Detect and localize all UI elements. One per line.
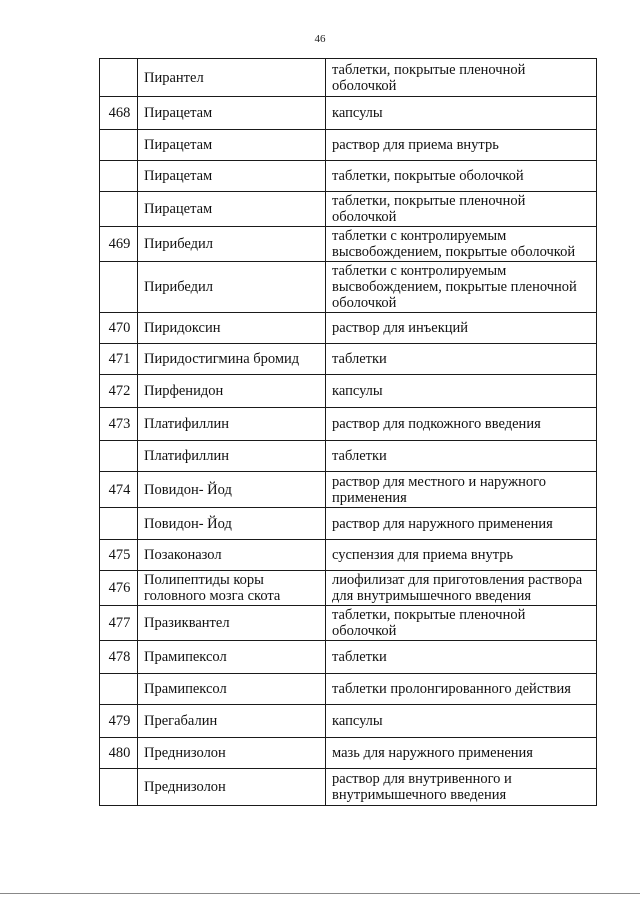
drug-name: Празиквантел — [138, 606, 326, 641]
row-number: 473 — [100, 408, 138, 441]
page-bottom-rule — [0, 893, 640, 894]
drug-name: Прамипексол — [138, 674, 326, 705]
row-number: 468 — [100, 97, 138, 130]
drug-name: Платифиллин — [138, 408, 326, 441]
dosage-form: капсулы — [326, 705, 597, 738]
table-row — [100, 540, 597, 571]
drug-name: Пирацетам — [138, 97, 326, 130]
drug-name: Полипептиды коры головного мозга скота — [138, 571, 326, 606]
row-number: 478 — [100, 641, 138, 674]
drug-name: Прамипексол — [138, 641, 326, 674]
drug-name: Прегабалин — [138, 705, 326, 738]
dosage-form: раствор для наружного применения — [326, 508, 597, 540]
drug-name: Пирацетам — [138, 161, 326, 192]
drug-name: Повидон- Йод — [138, 508, 326, 540]
dosage-form: таблетки, покрытые пленочной оболочкой — [326, 606, 597, 641]
table-row — [100, 192, 597, 227]
dosage-form: таблетки с контролируемым высвобождением, покрытые оболочкой — [326, 227, 597, 262]
dosage-form: раствор для инъекций — [326, 313, 597, 344]
table-row — [100, 508, 597, 540]
row-number: 474 — [100, 472, 138, 508]
row-number — [100, 674, 138, 705]
dosage-form: таблетки — [326, 441, 597, 472]
drug-name: Преднизолон — [138, 769, 326, 806]
page-number: 46 — [314, 33, 326, 45]
row-number: 475 — [100, 540, 138, 571]
dosage-form: таблетки с контролируемым высвобождением, покрытые пленочной оболочкой — [326, 262, 597, 313]
table-row — [100, 262, 597, 313]
table-row — [100, 97, 597, 130]
row-number: 472 — [100, 375, 138, 408]
table-row — [100, 674, 597, 705]
dosage-form: раствор для подкожного введения — [326, 408, 597, 441]
drug-table — [99, 58, 597, 806]
dosage-form: капсулы — [326, 97, 597, 130]
row-number — [100, 441, 138, 472]
dosage-form: мазь для наружного применения — [326, 738, 597, 769]
dosage-form: раствор для внутривенного и внутримышечного введения — [326, 769, 597, 806]
table-row — [100, 571, 597, 606]
drug-name: Пирибедил — [138, 262, 326, 313]
dosage-form: таблетки пролонгированного действия — [326, 674, 597, 705]
table-row — [100, 738, 597, 769]
table-row — [100, 130, 597, 161]
drug-name: Преднизолон — [138, 738, 326, 769]
drug-name: Пиридостигмина бромид — [138, 344, 326, 375]
table-row — [100, 161, 597, 192]
row-number: 470 — [100, 313, 138, 344]
dosage-form: лиофилизат для приготовления раствора для внутримышечного введения — [326, 571, 597, 606]
table-row — [100, 344, 597, 375]
row-number — [100, 130, 138, 161]
dosage-form: раствор для приема внутрь — [326, 130, 597, 161]
row-number — [100, 192, 138, 227]
table-row — [100, 227, 597, 262]
table-row — [100, 769, 597, 806]
drug-name: Пирацетам — [138, 192, 326, 227]
table-row — [100, 606, 597, 641]
drug-name: Пирацетам — [138, 130, 326, 161]
dosage-form: капсулы — [326, 375, 597, 408]
row-number: 477 — [100, 606, 138, 641]
dosage-form: таблетки, покрытые оболочкой — [326, 161, 597, 192]
table-row — [100, 641, 597, 674]
drug-table-body — [100, 59, 597, 806]
row-number: 479 — [100, 705, 138, 738]
row-number: 480 — [100, 738, 138, 769]
row-number: 471 — [100, 344, 138, 375]
row-number: 469 — [100, 227, 138, 262]
table-row — [100, 472, 597, 508]
drug-name: Повидон- Йод — [138, 472, 326, 508]
row-number — [100, 262, 138, 313]
row-number — [100, 161, 138, 192]
dosage-form: раствор для местного и наружного применения — [326, 472, 597, 508]
row-number — [100, 769, 138, 806]
table-row — [100, 59, 597, 97]
dosage-form: таблетки, покрытые пленочной оболочкой — [326, 192, 597, 227]
drug-name: Позаконазол — [138, 540, 326, 571]
dosage-form: таблетки, покрытые пленочной оболочкой — [326, 59, 597, 97]
drug-name: Платифиллин — [138, 441, 326, 472]
drug-name: Пирфенидон — [138, 375, 326, 408]
table-row — [100, 313, 597, 344]
dosage-form: таблетки — [326, 641, 597, 674]
row-number — [100, 508, 138, 540]
dosage-form: таблетки — [326, 344, 597, 375]
drug-name: Пирибедил — [138, 227, 326, 262]
row-number: 476 — [100, 571, 138, 606]
table-row — [100, 441, 597, 472]
table-row — [100, 705, 597, 738]
table-row — [100, 375, 597, 408]
drug-name: Пиридоксин — [138, 313, 326, 344]
table-row — [100, 408, 597, 441]
row-number — [100, 59, 138, 97]
dosage-form: суспензия для приема внутрь — [326, 540, 597, 571]
drug-name: Пирантел — [138, 59, 326, 97]
